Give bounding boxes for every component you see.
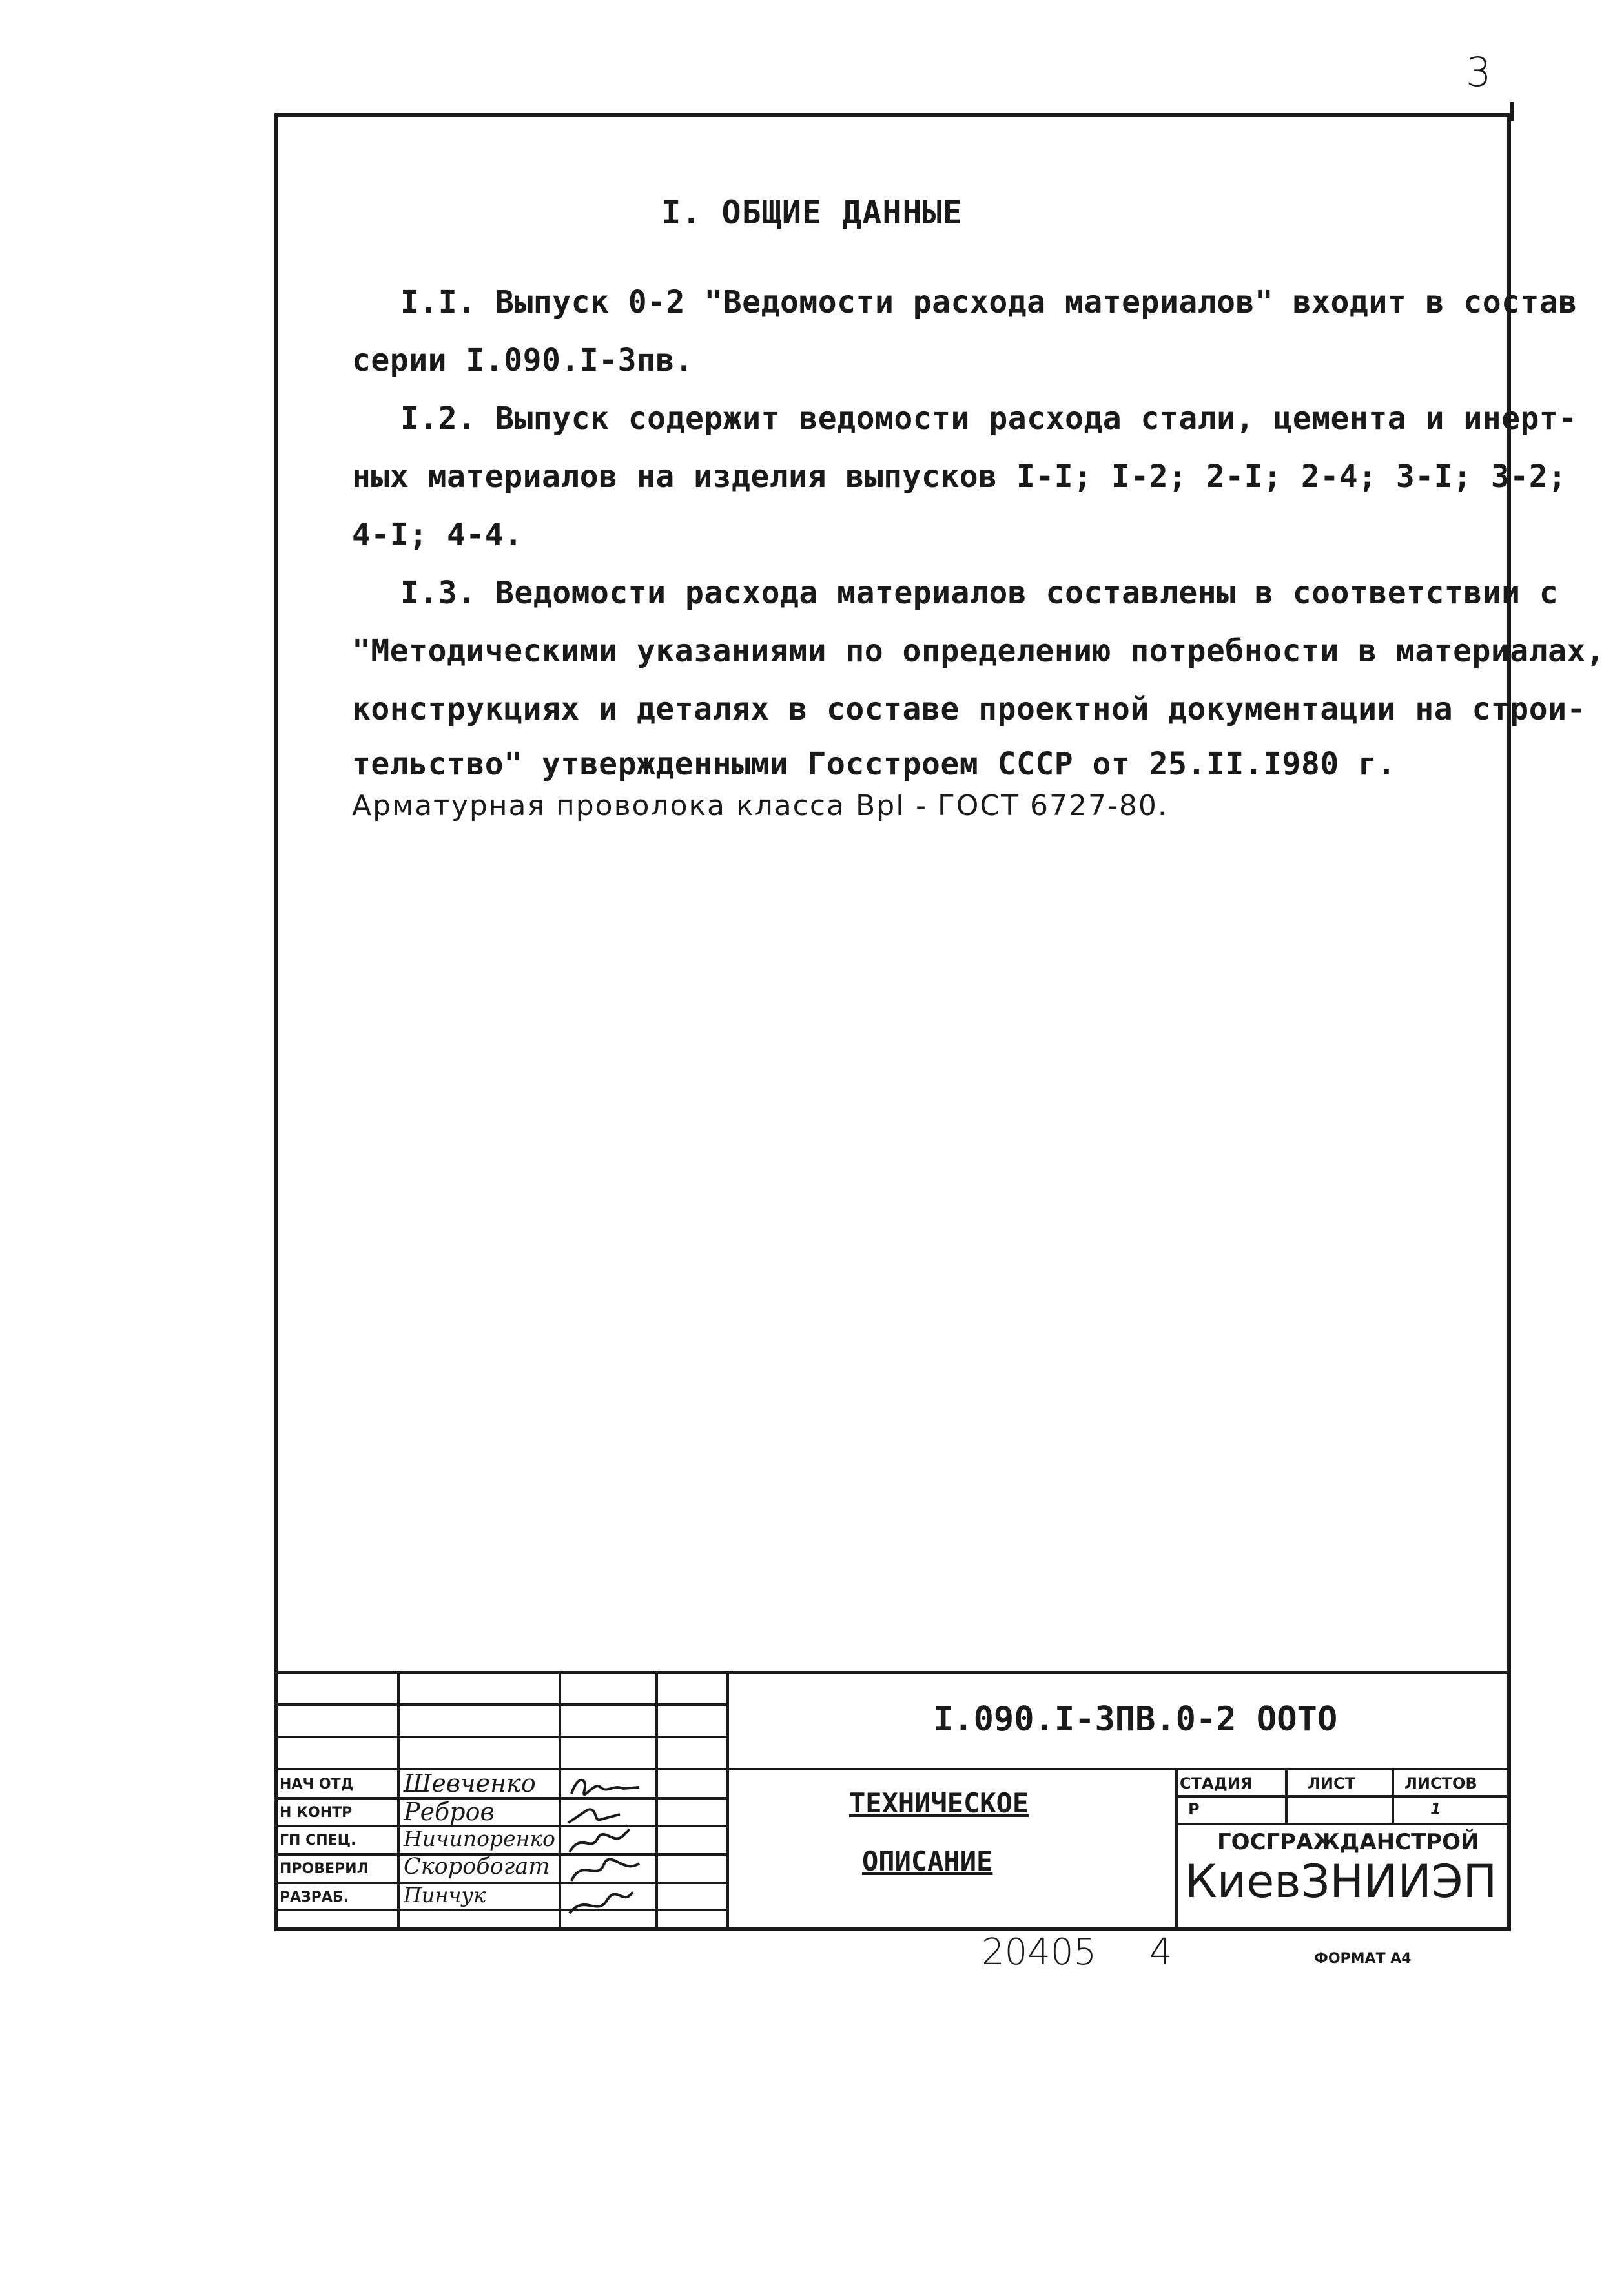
sheets-label: ЛИСТОВ (1404, 1774, 1477, 1792)
tb-col-line (559, 1671, 561, 1931)
organization-line-1: ГОСГРАЖДАНСТРОЙ (1217, 1829, 1479, 1855)
paragraph-3-line-3: конструкциях и деталях в составе проектной документации на строи- (352, 691, 1586, 727)
paragraph-3-line-2: "Методическими указаниями по определению потребности в материалах, (352, 633, 1605, 669)
tb-line (274, 1882, 726, 1884)
person-name: Пинчук (404, 1883, 486, 1907)
section-heading: I. ОБЩИЕ ДАННЫЕ (661, 194, 963, 231)
person-name: Шевченко (404, 1769, 536, 1798)
tb-col-line (397, 1671, 400, 1931)
signature-shevchenko (571, 1780, 639, 1795)
handwritten-note: Арматурная проволока класса BpI - ГОСТ 6727-80. (352, 789, 1168, 822)
paragraph-2-line-1: I.2. Выпуск содержит ведомости расхода стали, цемента и инерт- (400, 400, 1578, 437)
paragraph-3-line-1: I.3. Ведомости расхода материалов составлены в соответствии с (400, 575, 1559, 611)
tb-line (274, 1736, 726, 1738)
description-line-2: ОПИСАНИЕ (862, 1845, 993, 1877)
signatures (562, 1768, 655, 1931)
tb-top-line (274, 1671, 1511, 1674)
role-label: РАЗРАБ. (280, 1889, 349, 1905)
tb-col-line (655, 1671, 658, 1931)
signature-nichiporenko (570, 1829, 630, 1852)
sheets-value: 1 (1430, 1800, 1441, 1818)
role-label: ПРОВЕРИЛ (280, 1861, 369, 1877)
person-name: Ребров (404, 1798, 495, 1826)
description-line-1: ТЕХНИЧЕСКОЕ (849, 1787, 1029, 1819)
drawing-frame (274, 113, 1511, 1931)
role-label: ГП СПЕЦ. (280, 1832, 356, 1849)
role-label: Н КОНТР (280, 1805, 353, 1821)
tb-line (274, 1909, 726, 1911)
format-label: ФОРМАТ А4 (1314, 1951, 1412, 1967)
document-code: I.090.I-3ПВ.0-2 ООТО (933, 1700, 1338, 1739)
role-label: НАЧ ОТД (280, 1776, 354, 1792)
page-number: 3 (1466, 48, 1492, 96)
person-name: Скоробогат (404, 1854, 550, 1880)
sheet-label: ЛИСТ (1308, 1774, 1356, 1792)
paragraph-1-line-2: серии I.090.I-3пв. (352, 342, 694, 379)
inventory-number: 20405 (982, 1931, 1097, 1973)
signature-rebrov (568, 1809, 620, 1823)
tb-col-line (726, 1671, 729, 1931)
tb-line (274, 1703, 726, 1706)
tb-line (1175, 1795, 1511, 1798)
tb-col-line (1175, 1768, 1178, 1931)
stage-value: Р (1188, 1800, 1200, 1818)
copy-number: 4 (1149, 1931, 1173, 1973)
paragraph-3-line-4: тельство" утвержденными Госстроем СССР от 25.II.I980 г. (352, 746, 1396, 782)
signature-skorobogat (571, 1860, 639, 1881)
tb-line (1175, 1823, 1511, 1825)
tb-col-line (1285, 1768, 1288, 1823)
paragraph-2-line-2: ных материалов на изделия выпусков I-I; I-2; 2-I; 2-4; 3-I; 3-2; (352, 459, 1567, 495)
person-name: Ничипоренко (404, 1826, 555, 1851)
paragraph-2-line-3: 4-I; 4-4. (352, 517, 523, 553)
tb-col-line (1392, 1768, 1394, 1823)
signature-pinchuk (570, 1892, 633, 1913)
title-block (274, 1671, 1511, 1931)
paragraph-1-line-1: I.I. Выпуск 0-2 "Ведомости расхода материалов" входит в состав (400, 284, 1578, 320)
organization-line-2: КиевЗНИИЭП (1185, 1855, 1497, 1908)
stage-label: СТАДИЯ (1180, 1774, 1253, 1792)
